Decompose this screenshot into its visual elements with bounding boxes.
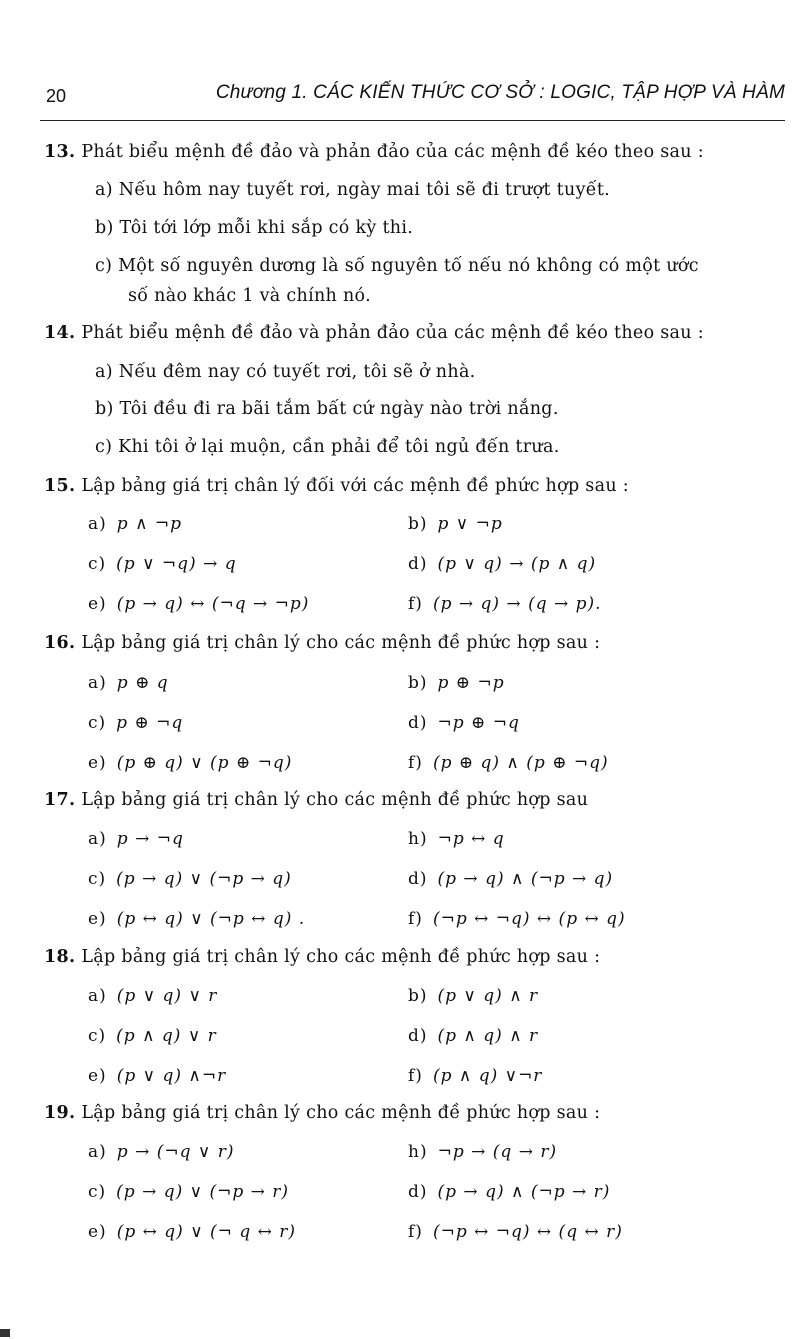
formula	[408, 594, 602, 614]
formula-expression: ¬p → (q → r)	[437, 1142, 558, 1162]
formula-label: d)	[408, 554, 428, 574]
formula	[408, 869, 613, 889]
formula	[88, 869, 292, 889]
formula	[408, 753, 609, 773]
formula-expression: (p → q) ∧ (¬p → q)	[437, 869, 614, 889]
formula-expression: (¬p ↔ ¬q) ↔ (p ↔ q)	[432, 909, 626, 929]
formula-label: d)	[408, 1182, 428, 1202]
formula-expression: (p → q) ∨ (¬p → q)	[116, 869, 292, 889]
formula-label: f)	[408, 1066, 423, 1086]
scan-corner-mark	[0, 1329, 10, 1337]
formula-label: e)	[88, 1066, 107, 1086]
page-number: 20	[46, 86, 67, 106]
formula	[88, 1182, 289, 1202]
page-header	[40, 80, 785, 110]
exercise-prompt: Lập bảng giá trị chân lý cho các mệnh đề phức hợp sau	[81, 790, 589, 810]
formula	[408, 514, 503, 534]
formula	[408, 1142, 557, 1162]
formula	[88, 673, 169, 693]
formula-expression: p → (¬q ∨ r)	[116, 1142, 235, 1162]
exercise-17	[44, 790, 588, 810]
formula-expression: ¬p ↔ q	[437, 829, 505, 849]
formula	[408, 1222, 623, 1242]
exercise-prompt: Lập bảng giá trị chân lý cho các mệnh đề phức hợp sau :	[81, 947, 601, 967]
exercise-item: b) Tôi đều đi ra bãi tắm bất cứ ngày nào trời nắng.	[95, 399, 559, 419]
exercise-number: 14.	[44, 323, 76, 343]
formula	[408, 986, 538, 1006]
exercise-number: 13.	[44, 142, 76, 162]
formula-expression: (p ∨ q) ∧ r	[437, 986, 539, 1006]
formula-label: f)	[408, 1222, 423, 1242]
formula-label: a)	[88, 1142, 107, 1162]
formula-expression: (p ∨ q) ∧¬r	[116, 1066, 227, 1086]
formula-label: a)	[88, 829, 107, 849]
formula-expression: ¬p ⊕ ¬q	[437, 713, 520, 733]
formula	[88, 554, 237, 574]
formula-expression: (p ∧ q) ∧ r	[437, 1026, 539, 1046]
formula	[88, 713, 183, 733]
formula-label: c)	[88, 1182, 107, 1202]
formula-expression: p ∧ ¬p	[116, 514, 183, 534]
formula-label: b)	[408, 514, 428, 534]
formula-expression: (p ∧ q) ∨¬r	[432, 1066, 543, 1086]
exercise-prompt: Lập bảng giá trị chân lý cho các mệnh đề phức hợp sau :	[81, 633, 601, 653]
formula-label: a)	[88, 986, 107, 1006]
formula	[408, 1066, 542, 1086]
exercise-item-continuation: số nào khác 1 và chính nó.	[128, 286, 371, 306]
formula-expression: (p ⊕ q) ∧ (p ⊕ ¬q)	[432, 753, 609, 773]
exercise-number: 16.	[44, 633, 76, 653]
formula	[88, 1222, 296, 1242]
formula-expression: p ⊕ ¬q	[116, 713, 184, 733]
formula-expression: (¬p ↔ ¬q) ↔ (q ↔ r)	[432, 1222, 623, 1242]
formula-label: c)	[88, 554, 107, 574]
formula-label: f)	[408, 594, 423, 614]
exercise-prompt: Phát biểu mệnh đề đảo và phản đảo của các mệnh đề kéo theo sau :	[81, 323, 704, 343]
formula	[408, 713, 520, 733]
formula-label: h)	[408, 829, 428, 849]
formula-label: e)	[88, 909, 107, 929]
formula-expression: (p → q) ∧ (¬p → r)	[437, 1182, 611, 1202]
formula-label: f)	[408, 753, 423, 773]
exercise-item: a) Nếu đêm nay có tuyết rơi, tôi sẽ ở nhà.	[95, 362, 476, 382]
formula	[88, 514, 182, 534]
formula	[88, 986, 217, 1006]
formula-expression: (p ∧ q) ∨ r	[116, 1026, 217, 1046]
formula-expression: (p ∨ q) → (p ∧ q)	[437, 554, 597, 574]
exercise-item: a) Nếu hôm nay tuyết rơi, ngày mai tôi sẽ đi trượt tuyết.	[95, 180, 611, 200]
formula-expression: (p → q) ↔ (¬q → ¬p)	[116, 594, 310, 614]
exercise-15	[44, 476, 629, 496]
exercise-number: 19.	[44, 1103, 76, 1123]
exercise-18	[44, 947, 600, 967]
formula-label: d)	[408, 1026, 428, 1046]
exercise-number: 18.	[44, 947, 76, 967]
exercise-16	[44, 633, 600, 653]
formula	[88, 909, 305, 929]
formula	[88, 1026, 217, 1046]
formula	[88, 829, 184, 849]
formula-expression: (p → q) ∨ (¬p → r)	[116, 1182, 290, 1202]
exercise-number: 17.	[44, 790, 76, 810]
formula-label: e)	[88, 753, 107, 773]
formula	[408, 673, 505, 693]
formula-label: a)	[88, 514, 107, 534]
formula-expression: p → ¬q	[116, 829, 184, 849]
formula-expression: (p ∨ ¬q) → q	[116, 554, 237, 574]
exercise-14	[44, 323, 704, 343]
formula	[408, 1182, 610, 1202]
formula-label: b)	[408, 986, 428, 1006]
formula	[408, 1026, 538, 1046]
formula-label: c)	[88, 1026, 107, 1046]
formula-expression: (p ↔ q) ∨ (¬p ↔ q) .	[116, 909, 306, 929]
header-rule	[40, 120, 785, 121]
formula-label: b)	[408, 673, 428, 693]
formula-expression: (p → q) → (q → p).	[432, 594, 602, 614]
formula-label: f)	[408, 909, 423, 929]
formula	[88, 1142, 234, 1162]
exercise-prompt: Lập bảng giá trị chân lý đối với các mệnh đề phức hợp sau :	[81, 476, 629, 496]
exercise-number: 15.	[44, 476, 76, 496]
formula	[408, 554, 596, 574]
formula	[408, 909, 626, 929]
formula-expression: (p ⊕ q) ∨ (p ⊕ ¬q)	[116, 753, 293, 773]
exercise-item: c) Một số nguyên dương là số nguyên tố nếu nó không có một ước	[95, 256, 699, 276]
formula	[88, 594, 309, 614]
formula-label: h)	[408, 1142, 428, 1162]
formula-expression: (p ↔ q) ∨ (¬ q ↔ r)	[116, 1222, 297, 1242]
formula-label: e)	[88, 1222, 107, 1242]
chapter-title: Chương 1. CÁC KIẾN THỨC CƠ SỞ : LOGIC, TẬP HỢP VÀ HÀM	[215, 82, 785, 103]
exercise-prompt: Lập bảng giá trị chân lý cho các mệnh đề phức hợp sau :	[81, 1103, 601, 1123]
formula	[88, 753, 292, 773]
formula	[88, 1066, 226, 1086]
exercise-19	[44, 1103, 600, 1123]
formula-label: a)	[88, 673, 107, 693]
exercise-prompt: Phát biểu mệnh đề đảo và phản đảo của các mệnh đề kéo theo sau :	[81, 142, 704, 162]
formula-label: d)	[408, 869, 428, 889]
formula-expression: p ⊕ ¬p	[437, 673, 505, 693]
formula-expression: p ∨ ¬p	[437, 514, 503, 534]
formula-expression: (p ∨ q) ∨ r	[116, 986, 218, 1006]
formula-label: c)	[88, 713, 107, 733]
exercise-item: c) Khi tôi ở lại muộn, cần phải để tôi ngủ đến trưa.	[95, 437, 560, 457]
exercise-13	[44, 142, 704, 162]
formula-expression: p ⊕ q	[116, 673, 169, 693]
exercise-item: b) Tôi tới lớp mỗi khi sắp có kỳ thi.	[95, 218, 414, 238]
formula	[408, 829, 505, 849]
formula-label: e)	[88, 594, 107, 614]
formula-label: c)	[88, 869, 107, 889]
formula-label: d)	[408, 713, 428, 733]
